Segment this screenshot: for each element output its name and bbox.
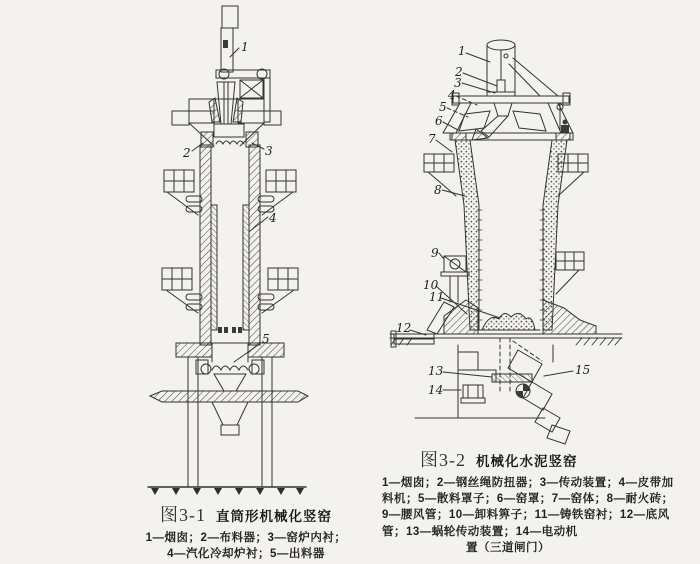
fig1-kiln-shaft [200, 145, 260, 345]
figure2-caption [382, 446, 674, 556]
fig2-kiln-body [455, 140, 567, 330]
fig2-label-13: 13 [428, 364, 444, 378]
fig2-label-10: 10 [423, 278, 439, 292]
fig1-label-3: 3 [265, 144, 273, 158]
figure2-drawing [390, 40, 622, 444]
fig2-waist-air-duct [441, 256, 469, 302]
fig1-hoist-mechanism [172, 69, 281, 147]
fig2-discharge-chute [508, 350, 570, 444]
figure2-legend-line: 管；13—蜗轮传动装置；14—电动机 [382, 525, 578, 538]
figure2-title-row [420, 446, 634, 472]
fig2-brackets [424, 154, 588, 294]
fig2-label-14: 14 [428, 383, 444, 397]
fig2-label-1: 1 [458, 44, 466, 58]
figure2-legend-line: 1—烟囱；2—钢丝绳防扭器；3—传动装置；4—皮带加 [382, 477, 674, 489]
fig2-label-11: 11 [429, 290, 445, 304]
fig2-label-8: 8 [434, 183, 442, 197]
figure1-legend-line: 1—烟囱；2—布料器；3—窑炉内衬； [145, 532, 347, 544]
figure2-legend-line: 料机；5—散料罩子；6—窑罩；7—窑体；8—耐火砖； [382, 493, 674, 506]
fig2-label-6: 6 [435, 114, 443, 128]
fig1-label-1: 1 [241, 40, 249, 54]
figure2-id: 图3-2 [420, 450, 466, 470]
figure1-title: 直筒形机械化竖窑 [216, 509, 332, 524]
fig1-discharge-section [150, 343, 308, 435]
figure2-legend-line: 9—腰风管；10—卸料箅子；11—铸铁窑衬；12—底风 [382, 509, 670, 522]
fig2-label-7: 7 [428, 132, 436, 146]
figure1-drawing [148, 6, 308, 495]
fig1-lower-platforms [162, 268, 298, 313]
fig2-label-5: 5 [439, 100, 447, 114]
figure2-title: 机械化水泥竖窑 [476, 454, 578, 469]
figure1-legend-line: 4—汽化冷却炉衬；5—出料器 [167, 548, 325, 561]
fig2-label-15: 15 [575, 363, 591, 377]
fig2-base-and-grate [390, 300, 622, 345]
fig2-machinery-housing [415, 338, 553, 418]
fig1-label-5: 5 [262, 332, 270, 346]
fig2-chimney [487, 40, 558, 96]
fig2-label-4: 4 [448, 88, 456, 102]
fig1-label-2: 2 [183, 146, 191, 160]
figure1-title-row [108, 501, 384, 527]
fig2-label-9: 9 [431, 246, 439, 260]
fig1-foundation [148, 357, 306, 495]
figure2-legend-line: 置（三道闸门） [466, 541, 550, 554]
fig2-label-2: 2 [455, 65, 463, 79]
fig2-label-3: 3 [454, 76, 462, 90]
fig1-label-4: 4 [269, 211, 277, 225]
figure1-id: 图3-1 [160, 505, 206, 525]
fig1-chimney [221, 6, 238, 72]
fig2-label-12: 12 [396, 321, 412, 335]
figure1-caption [108, 501, 384, 562]
fig1-upper-platforms [164, 170, 296, 215]
